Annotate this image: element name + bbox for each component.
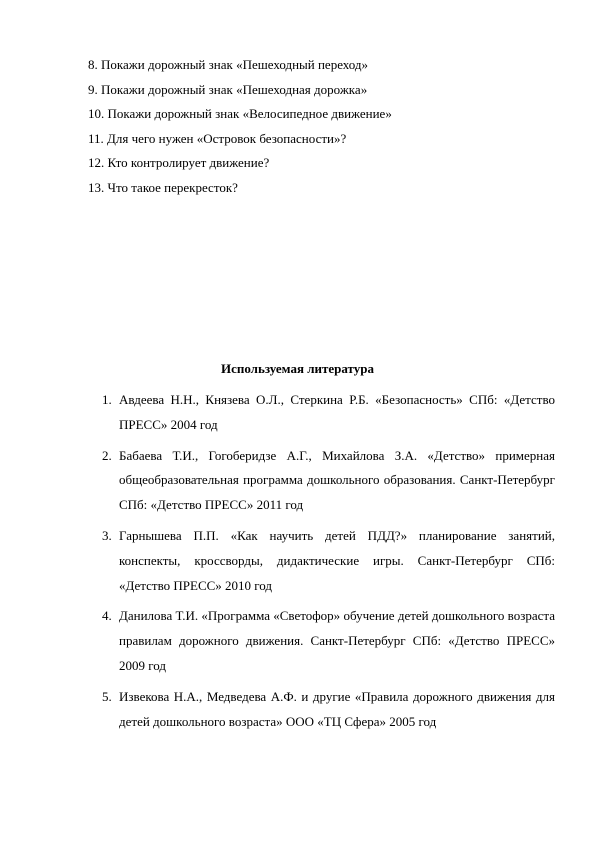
literature-item: [102, 388, 555, 438]
question-item: 8. Покажи дорожный знак «Пешеходный переход»: [88, 57, 369, 72]
literature-item: [102, 444, 555, 518]
literature-item-text: Авдеева Н.Н., Князева О.Л., Стеркина Р.Б. «Безопасность» СПб: «Детство ПРЕСС» 2004 год: [119, 392, 555, 432]
literature-item-number: 2.: [102, 447, 112, 463]
literature-item: [102, 685, 555, 735]
literature-item-number: 1.: [102, 392, 112, 407]
question-item: 13. Что такое перекресток?: [88, 179, 238, 195]
question-item: 11. Для чего нужен «Островок безопасности»?: [88, 130, 347, 146]
literature-item-text: Бабаева Т.И., Гогоберидзе А.Г., Михайлова З.А. «Детство» примерная общеобразовательная программа дошкольного образования. Санкт-Петербург СПб: «Детство ПРЕСС» 2011 год: [119, 447, 555, 513]
literature-item: [102, 524, 555, 598]
question-item: 9. Покажи дорожный знак «Пешеходная дорожка»: [88, 81, 368, 97]
literature-item: [102, 604, 555, 678]
literature-item-number: 4.: [102, 608, 112, 624]
literature-item-text: Данилова Т.И. «Программа «Светофор» обучение детей дошкольного возраста правилам дорожного движения. Санкт-Петербург СПб: «Детство ПРЕСС» 2009 год: [119, 608, 555, 673]
literature-item-number: 5.: [102, 688, 112, 704]
literature-item-number: 3.: [102, 527, 112, 543]
question-item: 10. Покажи дорожный знак «Велосипедное движение»: [88, 106, 392, 121]
literature-heading: Используемая литература: [220, 361, 375, 376]
question-item: 12. Кто контролирует движение?: [88, 155, 270, 170]
literature-item-text: Гарнышева П.П. «Как научить детей ПДД?» планирование занятий, конспекты, кроссворды, дидактические игры. Санкт-Петербург СПб: «Детство ПРЕСС» 2010 год: [119, 527, 555, 593]
questions-list: [88, 57, 558, 204]
literature-list: [102, 388, 555, 740]
literature-item-text: Извекова Н.А., Медведева А.Ф. и другие «Правила дорожного движения для детей дошкольного возраста» ООО «ТЦ Сфера» 2005 год: [119, 688, 555, 729]
